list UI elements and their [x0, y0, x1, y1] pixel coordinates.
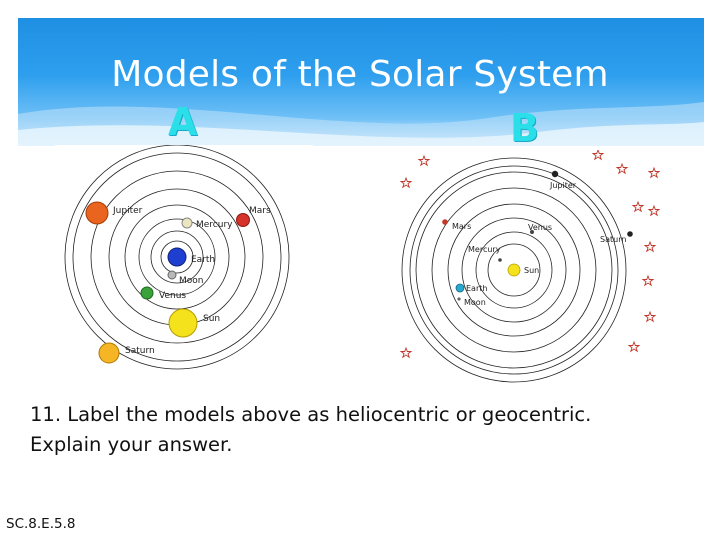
standard-code: SC.8.E.5.8 [6, 516, 76, 532]
mars-label: Mars [249, 206, 271, 216]
mercury-planet [182, 218, 192, 228]
mercury-label: Mercury [196, 220, 233, 230]
star-icon [649, 206, 659, 215]
model-a-diagram [55, 145, 313, 387]
star-icon [401, 178, 411, 187]
question-line-2: Explain your answer. [30, 433, 233, 456]
star-icon [401, 348, 411, 357]
star-icon [419, 156, 429, 165]
venus-planet [141, 287, 153, 299]
saturn-planet [627, 231, 633, 237]
earth-planet [168, 248, 186, 266]
star-icon [593, 150, 603, 159]
moon-label: Moon [464, 298, 486, 307]
model-a-label: A [168, 100, 198, 144]
jupiter-planet [552, 171, 558, 177]
saturn-planet [99, 343, 119, 363]
sun-body [169, 309, 197, 337]
model-b-label: B [510, 106, 539, 150]
sun-label: Sun [524, 266, 540, 275]
earth-planet [456, 284, 464, 292]
mercury-planet [498, 258, 502, 262]
mars-planet [442, 219, 448, 225]
star-icon [617, 164, 627, 173]
jupiter-planet [86, 202, 108, 224]
star-icon [633, 202, 643, 211]
saturn-label: Saturn [125, 346, 155, 356]
question-text [30, 400, 710, 460]
earth-label: Earth [466, 284, 488, 293]
mars-label: Mars [452, 222, 472, 231]
venus-label: Venus [528, 223, 553, 232]
jupiter-label: Jupiter [113, 206, 143, 216]
question-line-1: 11. Label the models above as heliocentric or geocentric. [30, 403, 592, 426]
star-icon [649, 168, 659, 177]
saturn-label: Saturn [600, 235, 627, 244]
moon-body [457, 297, 460, 300]
star-icon [645, 242, 655, 251]
slide-title: Models of the Solar System [111, 54, 609, 95]
jupiter-label: Jupiter [550, 181, 577, 190]
model-b-orbits-svg [396, 150, 660, 384]
moon-label: Moon [179, 276, 204, 286]
star-icon [643, 276, 653, 285]
model-b-diagram [396, 150, 660, 384]
star-icon [645, 312, 655, 321]
sun-body [508, 264, 520, 276]
star-icon [629, 342, 639, 351]
mars-planet [237, 214, 250, 227]
venus-label: Venus [159, 291, 187, 301]
moon-body [168, 271, 176, 279]
mercury-label: Mercury [468, 245, 501, 254]
sun-label: Sun [203, 314, 221, 324]
earth-label: Earth [191, 255, 216, 265]
model-a-orbits-svg [55, 145, 313, 387]
